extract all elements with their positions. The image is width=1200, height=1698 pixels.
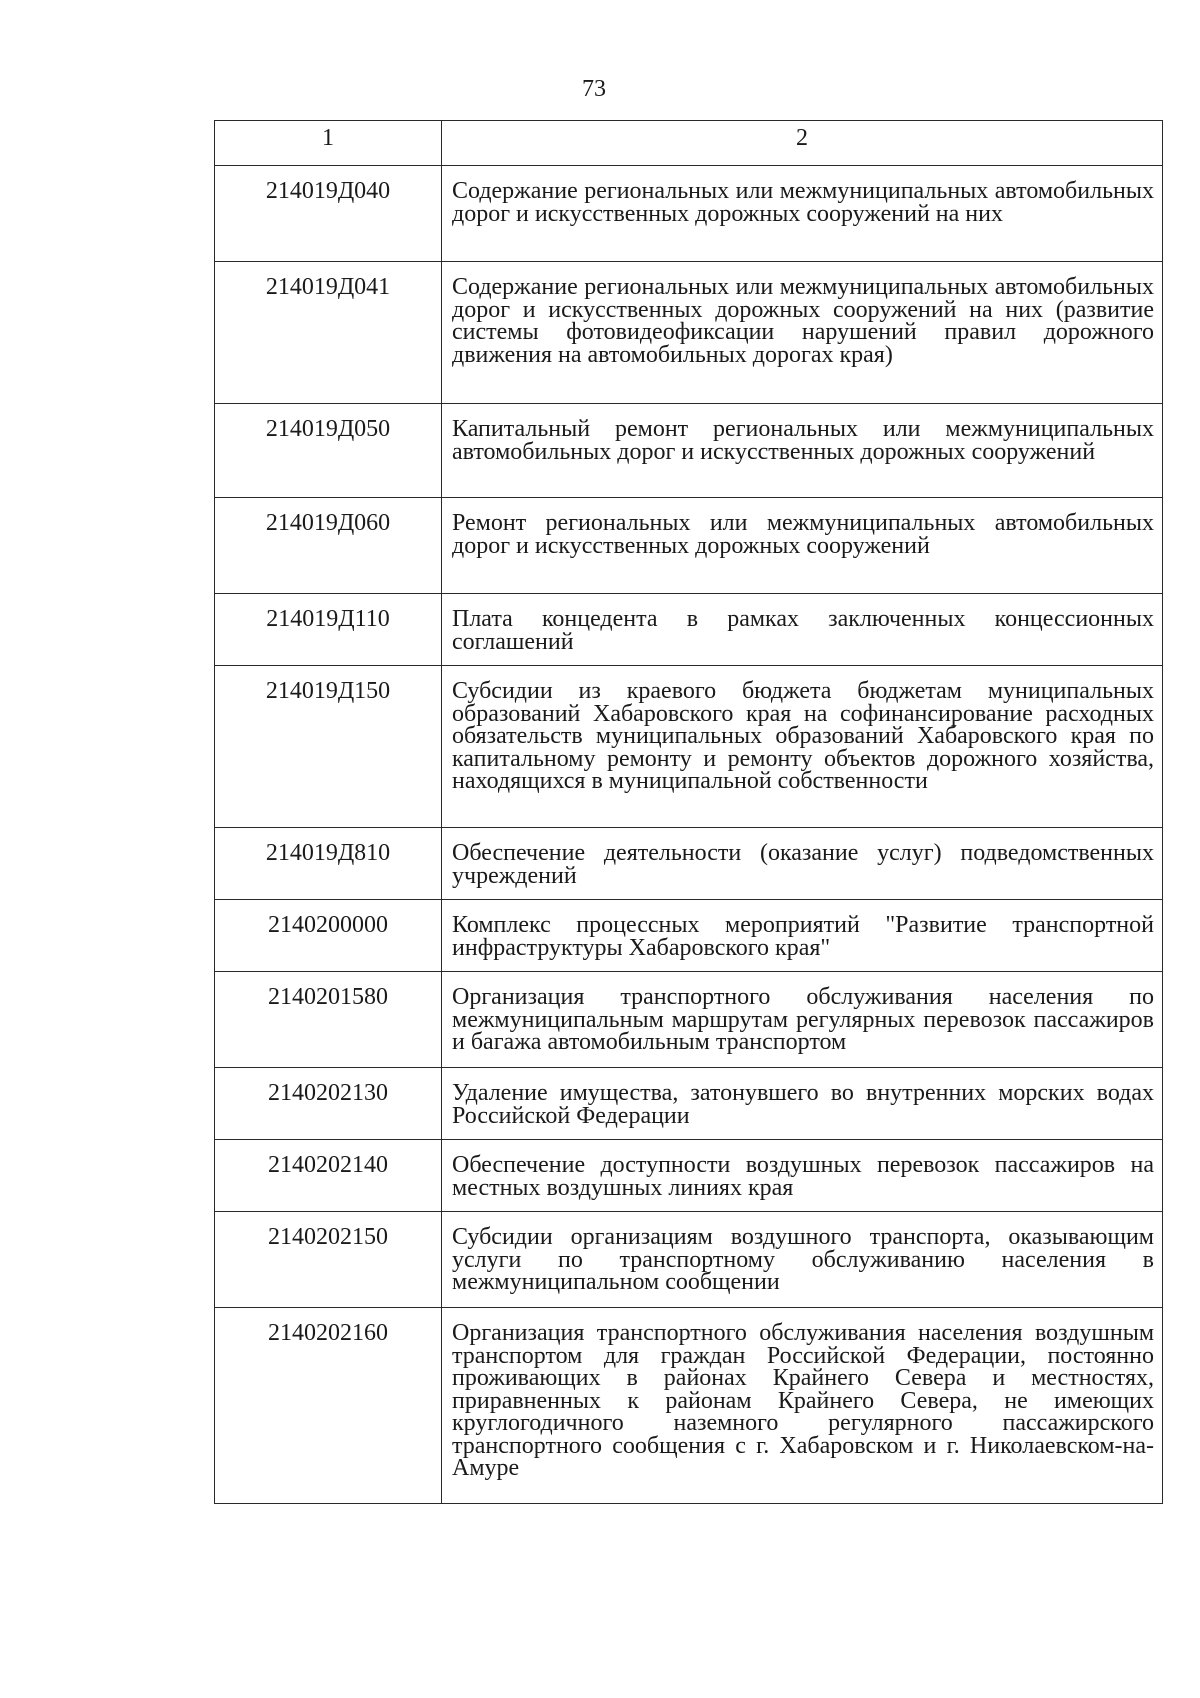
row-code: 2140200000 bbox=[215, 900, 442, 972]
row-code: 214019Д150 bbox=[215, 666, 442, 828]
table-row bbox=[215, 1308, 1163, 1504]
table-row bbox=[215, 594, 1163, 666]
table-row bbox=[215, 262, 1163, 404]
row-description: Комплекс процессных мероприятий "Развитие транспортной инфраструктуры Хабаровского края" bbox=[442, 900, 1163, 972]
row-description: Организация транспортного обслуживания населения воздушным транспортом для граждан Российской Федерации, постоянно проживающих в районах Крайнего Севера и местностях, приравненных к районам Крайнего Севера, не имеющих круглогодичного наземного регулярного пассажирского транспортного сообщения с г. Хабаровском и г. Николаевском-на-Амуре bbox=[442, 1308, 1163, 1504]
column-header-1: 1 bbox=[215, 121, 442, 166]
table-row bbox=[215, 828, 1163, 900]
table-row bbox=[215, 498, 1163, 594]
row-code: 214019Д040 bbox=[215, 166, 442, 262]
row-code: 214019Д041 bbox=[215, 262, 442, 404]
table-row bbox=[215, 1068, 1163, 1140]
row-description: Удаление имущества, затонувшего во внутренних морских водах Российской Федерации bbox=[442, 1068, 1163, 1140]
row-description: Капитальный ремонт региональных или межмуниципальных автомобильных дорог и искусственных дорожных сооружений bbox=[442, 404, 1163, 498]
row-code: 2140202140 bbox=[215, 1140, 442, 1212]
row-code: 2140202150 bbox=[215, 1212, 442, 1308]
table-row bbox=[215, 1212, 1163, 1308]
table-row bbox=[215, 900, 1163, 972]
table-row bbox=[215, 1140, 1163, 1212]
row-description: Плата концедента в рамках заключенных концессионных соглашений bbox=[442, 594, 1163, 666]
row-description: Содержание региональных или межмуниципальных автомобильных дорог и искусственных дорожных сооружений на них bbox=[442, 166, 1163, 262]
row-code: 214019Д050 bbox=[215, 404, 442, 498]
page-number: 73 bbox=[582, 76, 606, 102]
table-header-row bbox=[215, 121, 1163, 166]
row-description: Содержание региональных или межмуниципальных автомобильных дорог и искусственных дорожных сооружений на них (развитие системы фотовидеофиксации нарушений правил дорожного движения на автомобильных дорогах края) bbox=[442, 262, 1163, 404]
table-row bbox=[215, 404, 1163, 498]
row-description: Организация транспортного обслуживания населения по межмуниципальным маршрутам регулярных перевозок пассажиров и багажа автомобильным транспортом bbox=[442, 972, 1163, 1068]
row-code: 214019Д810 bbox=[215, 828, 442, 900]
row-code: 214019Д060 bbox=[215, 498, 442, 594]
table-row bbox=[215, 666, 1163, 828]
classification-table bbox=[214, 120, 1163, 1504]
table-row bbox=[215, 972, 1163, 1068]
row-description: Субсидии организациям воздушного транспорта, оказывающим услуги по транспортному обслуживанию населения в межмуниципальном сообщении bbox=[442, 1212, 1163, 1308]
row-code: 2140202160 bbox=[215, 1308, 442, 1504]
column-header-2: 2 bbox=[442, 121, 1163, 166]
row-code: 2140201580 bbox=[215, 972, 442, 1068]
row-code: 214019Д110 bbox=[215, 594, 442, 666]
row-description: Обеспечение доступности воздушных перевозок пассажиров на местных воздушных линиях края bbox=[442, 1140, 1163, 1212]
row-description: Субсидии из краевого бюджета бюджетам муниципальных образований Хабаровского края на софинансирование расходных обязательств муниципальных образований Хабаровского края по капитальному ремонту и ремонту объектов дорожного хозяйства, находящихся в муниципальной собственности bbox=[442, 666, 1163, 828]
row-description: Ремонт региональных или межмуниципальных автомобильных дорог и искусственных дорожных сооружений bbox=[442, 498, 1163, 594]
table-row bbox=[215, 166, 1163, 262]
row-description: Обеспечение деятельности (оказание услуг) подведомственных учреждений bbox=[442, 828, 1163, 900]
row-code: 2140202130 bbox=[215, 1068, 442, 1140]
